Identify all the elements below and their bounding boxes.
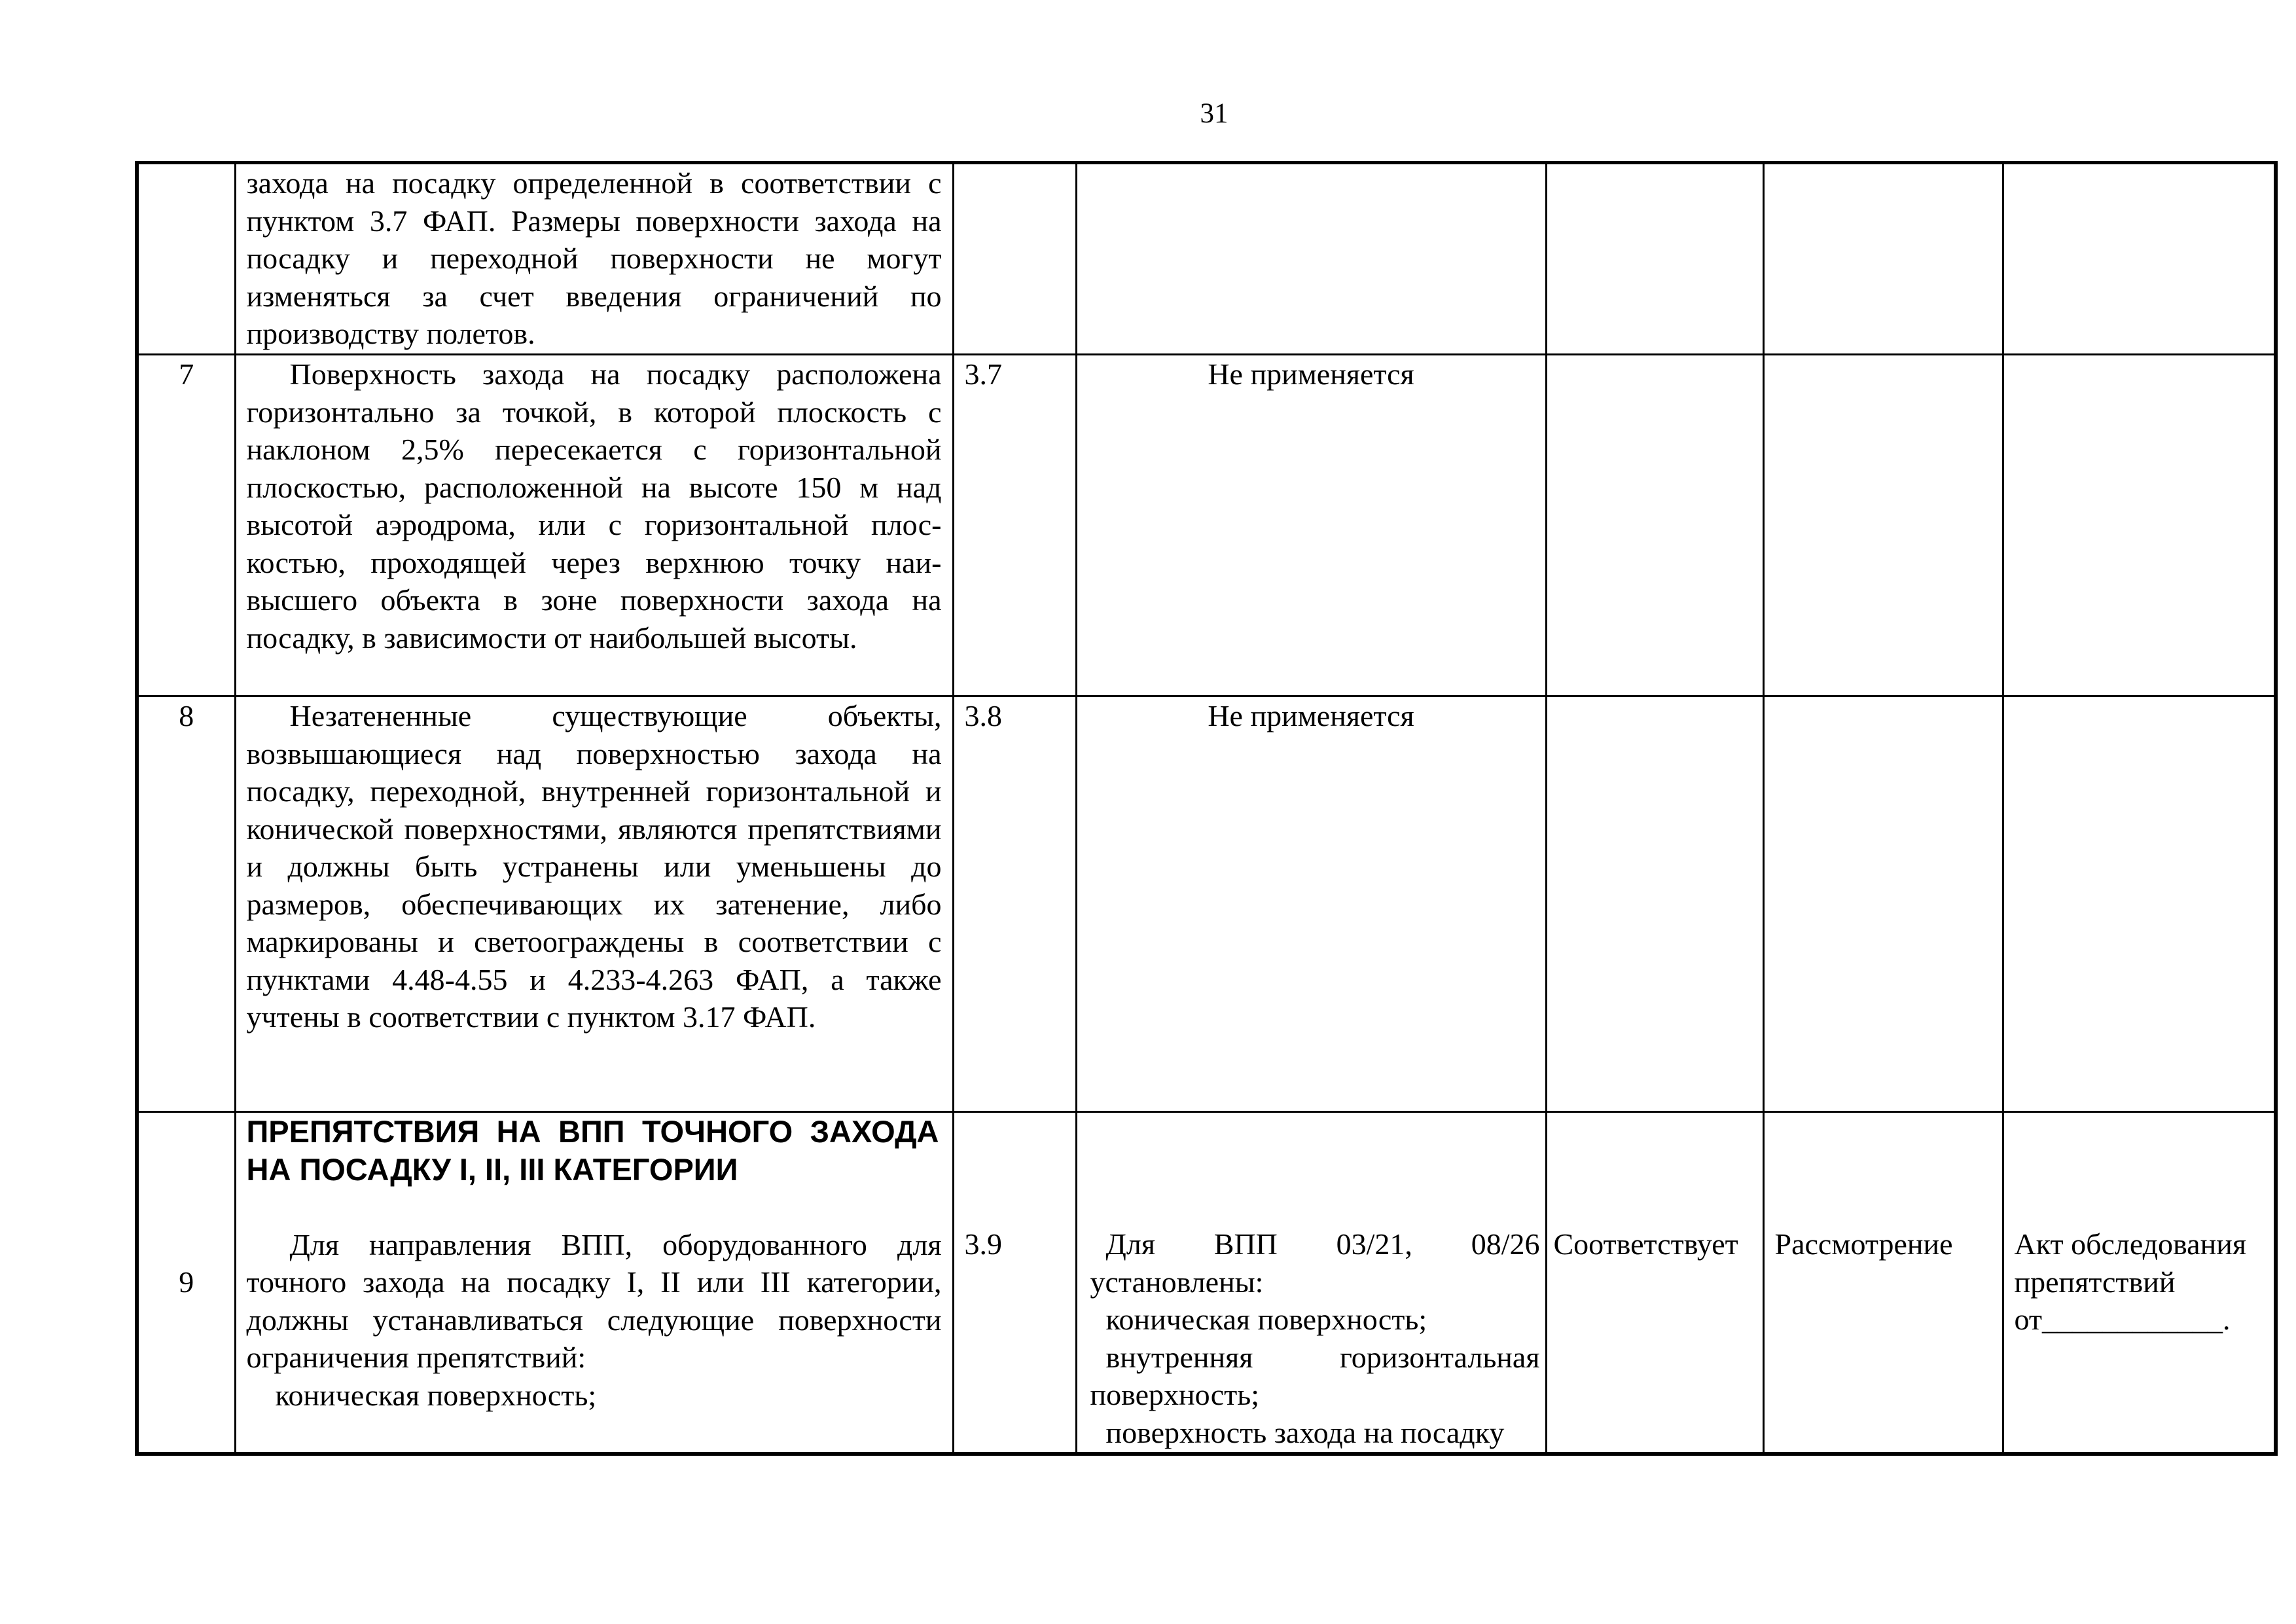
document-cell	[2003, 163, 2276, 355]
row-number: 9	[179, 1265, 194, 1299]
row-number-cell	[137, 163, 235, 355]
row-number-cell: 8	[137, 696, 235, 1112]
reference-cell	[953, 1112, 1076, 1454]
requirement-text: Для направления ВПП, оборудованного для точного захода на посадку I, II или III категории, должны устанавливаться следующие поверхности ограничения препятствий:	[246, 1227, 942, 1374]
status-cell	[1076, 163, 1546, 355]
requirement-item: коническая поверхность;	[275, 1378, 597, 1412]
requirement-text: Незатененные существующие объекты, возвышающиеся над поверхностью захода на посадку, переходной, внутренней горизонтальной и конической поверхностями, являются препятствиями и должны быть устранены или уменьшены до размеров, обеспечивающих их затенение, либо маркированы и светоограждены в соответствии с пунктами 4.48-4.55 и 4.233-4.263 ФАП, а также учтены в соответствии с пунктом 3.17 ФАП.	[246, 699, 942, 1034]
table-row	[137, 696, 2276, 1112]
reference-value: 3.9	[964, 1227, 1002, 1261]
page-number: 31	[1200, 98, 1229, 129]
method-cell	[1763, 163, 2003, 355]
requirement-text: Поверхность захода на посадку расположена горизонтально за точкой, в которой плоскость с наклоном 2,5% пересекается с горизонтальной плоскостью, расположенной на высоте 150 м над высотой аэродрома, или с горизонтальной плос-костью, проходящей через верхнюю точку наи-высшего объекта в зоне поверхности захода на посадку, в зависимости от наибольшей высоты.	[246, 357, 942, 655]
reference-cell: 3.8	[953, 696, 1076, 1112]
status-cell	[1076, 1112, 1546, 1454]
status-item: коническая поверхность;	[1105, 1303, 1427, 1336]
document-value: Акт обследования препятствий от____________.	[2014, 1227, 2246, 1336]
row-number-cell	[137, 1112, 235, 1454]
requirement-cell	[235, 696, 953, 1112]
status-item: поверхность захода на посадку	[1105, 1415, 1505, 1449]
row-number-cell: 7	[137, 355, 235, 696]
status-intro: Для ВПП 03/21, 08/26 установлены:	[1090, 1227, 1540, 1299]
status-cell: Не применяется	[1076, 696, 1546, 1112]
section-heading: ПРЕПЯТСТВИЯ НА ВПП ТОЧНОГО ЗАХОДА НА ПОСАДКУ I, II, III КАТЕГОРИИ	[246, 1114, 939, 1187]
reference-cell	[953, 163, 1076, 355]
requirement-cell	[235, 1112, 953, 1454]
requirements-table	[135, 161, 2278, 1456]
method-value: Рассмотрение	[1774, 1227, 1953, 1261]
table-row	[137, 355, 2276, 696]
requirement-cell	[235, 355, 953, 696]
conformity-cell	[1546, 696, 1763, 1112]
requirement-cell	[235, 163, 953, 355]
document-cell	[2003, 355, 2276, 696]
table-row	[137, 1112, 2276, 1454]
conformity-cell	[1546, 355, 1763, 696]
conformity-value: Соответствует	[1553, 1227, 1738, 1261]
document-cell	[2003, 1112, 2276, 1454]
document-cell	[2003, 696, 2276, 1112]
table-row	[137, 163, 2276, 355]
requirement-text: захода на посадку определенной в соответствии с пунктом 3.7 ФАП. Размеры поверхности захода на посадку и переходной поверхности не могут изменяться за счет введения ограничений по производству полетов.	[246, 166, 942, 350]
method-cell	[1763, 355, 2003, 696]
conformity-cell	[1546, 163, 1763, 355]
conformity-cell	[1546, 1112, 1763, 1454]
status-item: внутренняя горизонтальная поверхность;	[1090, 1340, 1540, 1411]
method-cell	[1763, 1112, 2003, 1454]
status-cell: Не применяется	[1076, 355, 1546, 696]
reference-cell: 3.7	[953, 355, 1076, 696]
method-cell	[1763, 696, 2003, 1112]
